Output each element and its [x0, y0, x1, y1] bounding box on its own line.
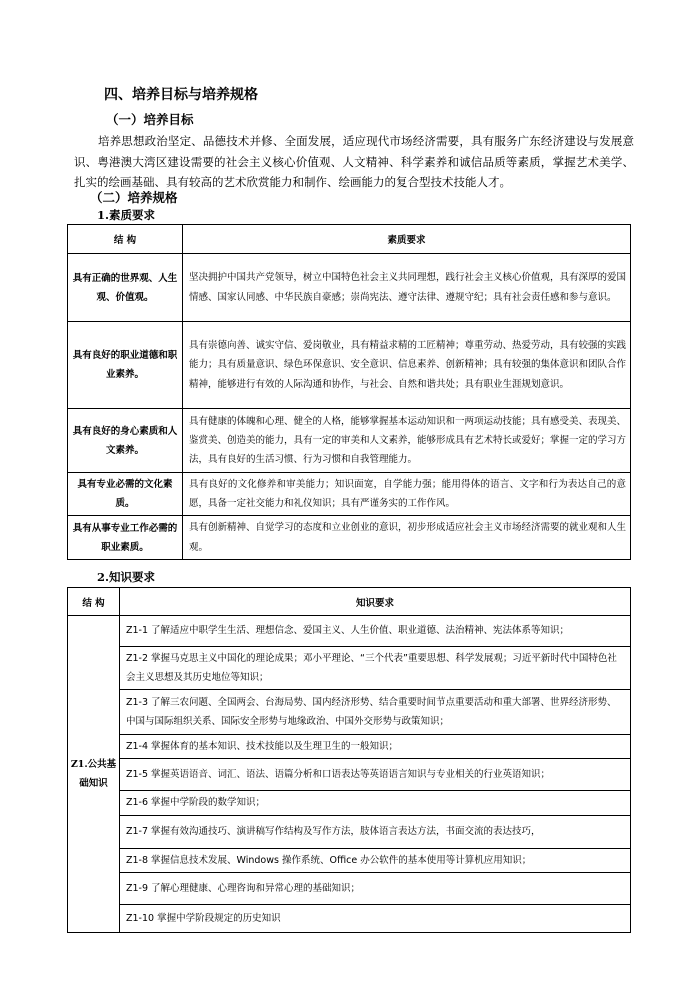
quality-structure: 具有良好的职业道德和职业素养。 — [68, 322, 183, 409]
quality-table-header — [68, 225, 631, 254]
section-title: 四、培养目标与培养规格 — [104, 87, 258, 103]
table-row — [68, 873, 631, 905]
table-row — [68, 409, 631, 473]
quality-col-structure: 结 构 — [68, 225, 183, 254]
quality-requirement: 具有良好的文化修养和审美能力；知识面宽，自学能力强；能用得体的语言、文字和行为表达自己的意愿，具备一定社交能力和礼仪知识；具有严谨务实的工作作风。 — [183, 473, 631, 516]
table-row — [68, 816, 631, 849]
table-row — [68, 254, 631, 322]
table-row — [68, 647, 631, 690]
quality-requirement: 坚决拥护中国共产党领导，树立中国特色社会主义共同理想，践行社会主义核心价值观，具有深厚的爱国情感、国家认同感、中华民族自豪感；崇尚宪法、遵守法律、遵规守纪；具有社会责任感和参与意识。 — [183, 254, 631, 322]
table-row — [68, 616, 631, 647]
table-row — [68, 322, 631, 409]
quality-col-requirement: 素质要求 — [183, 225, 631, 254]
spec-heading: （二）培养规格 — [90, 190, 178, 205]
table-row — [68, 759, 631, 791]
knowledge-group: Z1.公共基础知识 — [68, 616, 120, 933]
knowledge-table-header — [68, 588, 631, 616]
knowledge-heading: 2.知识要求 — [97, 570, 156, 584]
quality-structure: 具有良好的身心素质和人文素养。 — [68, 409, 183, 473]
knowledge-item: Z1-1 了解适应中职学生生活、理想信念、爱国主义、人生价值、职业道德、法治精神、宪法体系等知识； — [120, 616, 631, 647]
quality-structure: 具有正确的世界观、人生观、价值观。 — [68, 254, 183, 322]
table-row — [68, 690, 631, 735]
quality-requirement: 具有创新精神、自觉学习的态度和立业创业的意识，初步形成适应社会主义市场经济需要的就业观和人生观。 — [183, 516, 631, 560]
knowledge-col-structure: 结 构 — [68, 588, 120, 616]
knowledge-item: Z1-2 掌握马克思主义中国化的理论成果；邓小平理论、“三个代表”重要思想、科学发展观；习近平新时代中国特色社会主义思想及其历史地位等知识； — [120, 647, 631, 690]
knowledge-item: Z1-3 了解三农问题、全国两会、台海局势、国内经济形势、结合重要时间节点重要活动和重大部署、世界经济形势、中国与国际组织关系、国际安全形势与地缘政治、中国外交形势与政策知识； — [120, 690, 631, 735]
table-row — [68, 791, 631, 816]
knowledge-item: Z1-5 掌握英语语音、词汇、语法、语篇分析和口语表达等英语语言知识与专业相关的行业英语知识； — [120, 759, 631, 791]
knowledge-table — [67, 587, 631, 933]
table-row — [68, 849, 631, 873]
goal-paragraph: 培养思想政治坚定、品德技术并修、全面发展，适应现代市场经济需要，具有服务广东经济建设与发展意识、粤港澳大湾区建设需要的社会主义核心价值观、人文精神、科学素养和诚信品质等素质，掌握艺术美学、扎实的绘画基础、具有较高的艺术欣赏能力和制作、绘画能力的复合型技术技能人才。 — [74, 134, 634, 189]
quality-structure: 具有从事专业工作必需的职业素质。 — [68, 516, 183, 560]
knowledge-item: Z1-10 掌握中学阶段规定的历史知识 — [120, 905, 631, 933]
quality-heading: 1.素质要求 — [97, 208, 156, 222]
table-row — [68, 516, 631, 560]
table-row — [68, 905, 631, 933]
knowledge-item: Z1-9 了解心理健康、心理咨询和异常心理的基础知识； — [120, 873, 631, 905]
table-row — [68, 473, 631, 516]
quality-structure: 具有专业必需的文化素质。 — [68, 473, 183, 516]
knowledge-col-requirement: 知识要求 — [120, 588, 631, 616]
goal-heading: （一）培养目标 — [106, 112, 194, 127]
knowledge-item: Z1-6 掌握中学阶段的数学知识； — [120, 791, 631, 816]
knowledge-item: Z1-4 掌握体育的基本知识、技术技能以及生理卫生的一般知识； — [120, 735, 631, 759]
knowledge-item: Z1-8 掌握信息技术发展、Windows 操作系统、Office 办公软件的基本使用等计算机应用知识； — [120, 849, 631, 873]
quality-table — [67, 224, 631, 560]
quality-requirement: 具有健康的体魄和心理、健全的人格，能够掌握基本运动知识和一两项运动技能；具有感受美、表现美、鉴赏美、创造美的能力，具有一定的审美和人文素养，能够形成具有艺术特长或爱好；掌握一定的学习方法，具有良好的生活习惯、行为习惯和自我管理能力。 — [183, 409, 631, 473]
quality-requirement: 具有崇德向善、诚实守信、爱岗敬业，具有精益求精的工匠精神；尊重劳动、热爱劳动，具有较强的实践能力；具有质量意识、绿色环保意识、安全意识、信息素养、创新精神；具有较强的集体意识和团队合作精神，能够进行有效的人际沟通和协作，与社会、自然和谐共处；具有职业生涯规划意识。 — [183, 322, 631, 409]
table-row — [68, 735, 631, 759]
knowledge-item: Z1-7 掌握有效沟通技巧、演讲稿写作结构及写作方法，肢体语言表达方法，书面交流的表达技巧， — [120, 816, 631, 849]
